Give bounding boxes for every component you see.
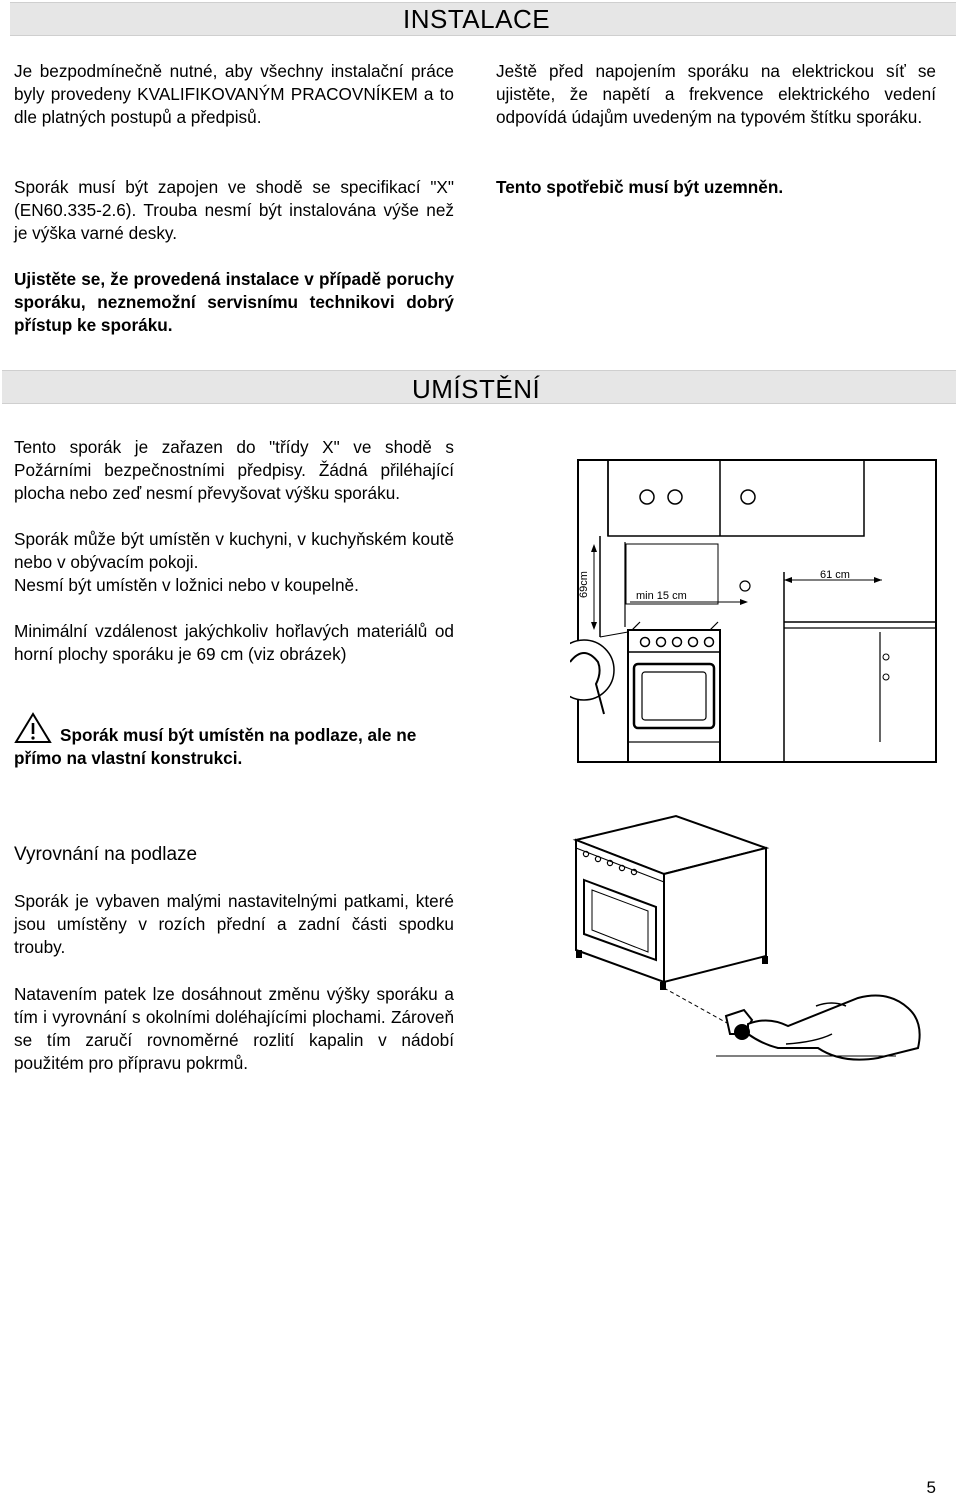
- placement-paragraph-4: Minimální vzdálenost jakýchkoliv hořlavých materiálů od horní plochy sporáku je 69 cm (viz obrázek): [14, 621, 454, 664]
- kitchen-placement-figure: [570, 452, 942, 768]
- installation-header-bar: [10, 2, 956, 36]
- installation-left-paragraph-2: Sporák musí být zapojen ve shodě se specifikací "X" (EN60.335-2.6). Trouba nesmí být instalována výše než je výška varné desky.: [14, 177, 454, 243]
- stove-leveling-figure: [566, 810, 944, 1070]
- placement-heading: UMÍSTĚNÍ: [412, 374, 541, 404]
- leveling-heading: Vyrovnání na podlaze: [14, 844, 198, 865]
- leveling-paragraph-2: Natavením patek lze dosáhnout změnu výšky sporáku a tím i vyrovnání s okolními doléhajícími plochami. Zároveň se tím zaručí rovnoměrné rozlití kapalin v nádobí použitém pro přípravu pokrmů.: [14, 984, 454, 1073]
- installation-left-paragraph-1: Je bezpodmínečně nutné, aby všechny instalační práce byly provedeny KVALIFIKOVANÝM PRACOVNÍKEM a to dle platných postupů a předpisů.: [14, 61, 454, 127]
- placement-warning-text: Sporák musí být umístěn na podlaze, ale ne přímo na vlastní konstrukci.: [14, 725, 417, 768]
- installation-left-paragraph-3: Ujistěte se, že provedená instalace v případě poruchy sporáku, neznemožní servisnímu technikovi dobrý přístup ke sporáku.: [14, 269, 454, 335]
- page-number: 5: [926, 1478, 936, 1497]
- figure-label-69cm: 69cm: [578, 571, 590, 598]
- installation-heading: INSTALACE: [403, 4, 551, 34]
- placement-paragraph-3: Nesmí být umístěn v ložnici nebo v koupelně.: [14, 575, 359, 595]
- figure-label-61cm: 61 cm: [820, 569, 850, 581]
- placement-warning: [14, 724, 454, 770]
- placement-paragraph-2: Sporák může být umístěn v kuchyni, v kuchyňském koutě nebo v obývacím pokoji.: [14, 529, 454, 572]
- installation-right-paragraph-1: Ještě před napojením sporáku na elektrickou síť se ujistěte, že napětí a frekvence elektrického vedení odpovídá údajům uvedeným na typovém štítku sporáku.: [496, 61, 936, 127]
- placement-header-bar: [2, 370, 956, 404]
- leveling-paragraph-1: Sporák je vybaven malými nastavitelnými patkami, které jsou umístěny v rozích přední a zadní části spodku trouby.: [14, 891, 454, 957]
- installation-right-paragraph-2: Tento spotřebič musí být uzemněn.: [496, 177, 784, 197]
- placement-paragraph-1: Tento sporák je zařazen do "třídy X" ve shodě s Požárními bezpečnostními předpisy. Žádná přiléhající plocha nebo zeď nesmí převyšovat výšku sporáku.: [14, 437, 454, 503]
- figure-label-min15cm: min 15 cm: [636, 590, 687, 602]
